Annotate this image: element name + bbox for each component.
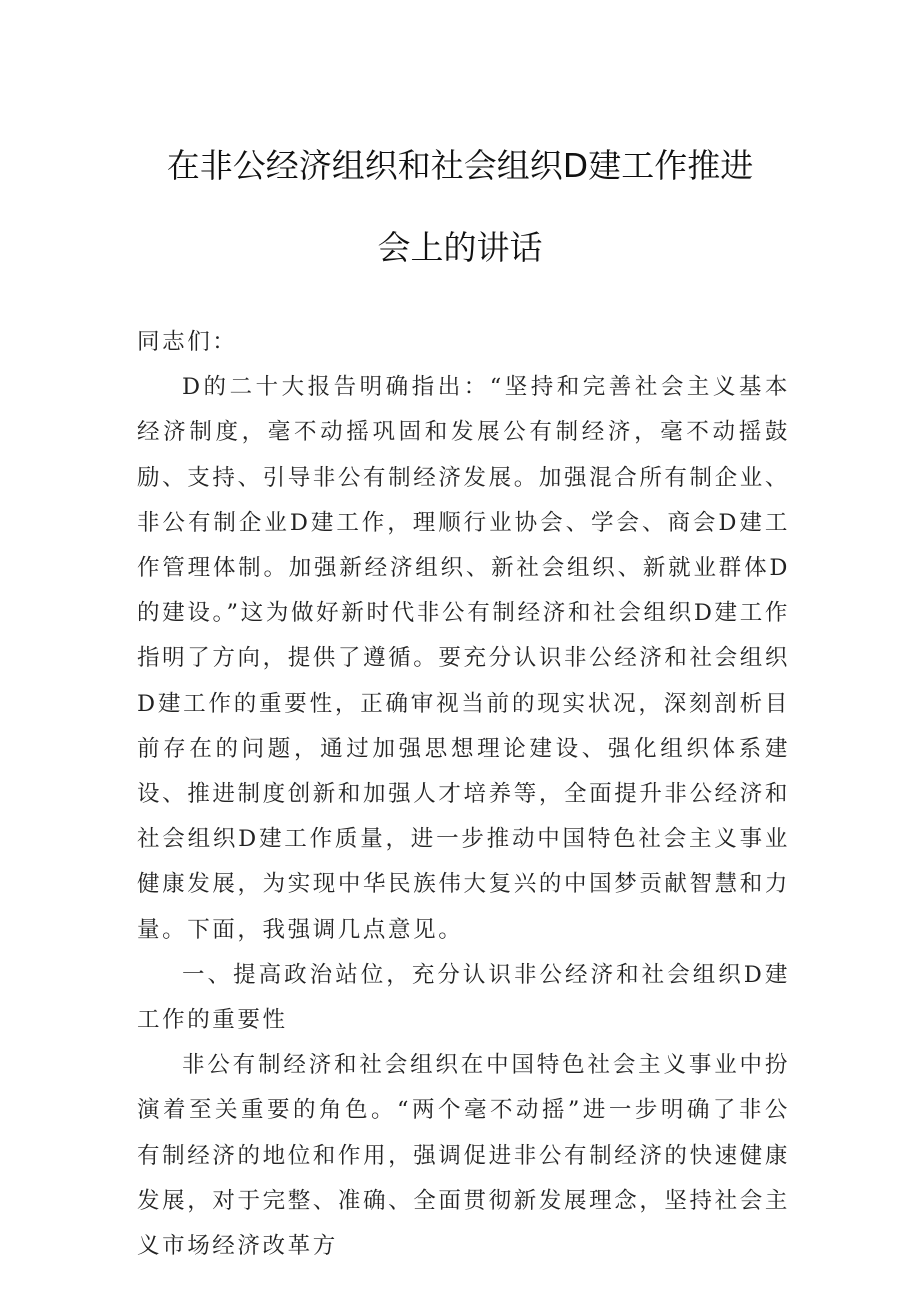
document-title-line-2: 会上的讲话 <box>377 228 543 267</box>
paragraph-intro: D的二十大报告明确指出：“坚持和完善社会主义基本经济制度，毫不动摇巩固和发展公有制经济，毫不动摇鼓励、支持、引导非公有制经济发展。加强混合所有制企业、非公有制企业D建工作，理顺行业协会、学会、商会D建工作管理体制。加强新经济组织、新社会组织、新就业群体D的建设。”这为做好新时代非公有制经济和社会组织D建工作指明了方向，提供了遵循。要充分认识非公经济和社会组织D建工作的重要性，正确审视当前的现实状况，深刻剖析目前存在的问题，通过加强思想理论建设、强化组织体系建设、推进制度创新和加强人才培养等，全面提升非公经济和社会组织D建工作质量，进一步推动中国特色社会主义事业健康发展，为实现中华民族伟大复兴的中国梦贡献智慧和力量。下面，我强调几点意见。 <box>137 374 790 943</box>
paragraph-section-1: 非公有制经济和社会组织在中国特色社会主义事业中扮演着至关重要的角色。“两个毫不动摇”进一步明确了非公有制经济的地位和作用，强调促进非公有制经济的快速健康发展，对于完整、准确、全面贯彻新发展理念，坚持社会主义市场经济改革方 <box>137 1052 790 1260</box>
document-body <box>137 320 790 1269</box>
document-title-line-1: 在非公经济组织和社会组织D建工作推进 <box>166 146 754 185</box>
salutation: 同志们： <box>137 329 238 355</box>
section-heading-1: 一、提高政治站位，充分认识非公经济和社会组织D建工作的重要性 <box>137 961 790 1034</box>
